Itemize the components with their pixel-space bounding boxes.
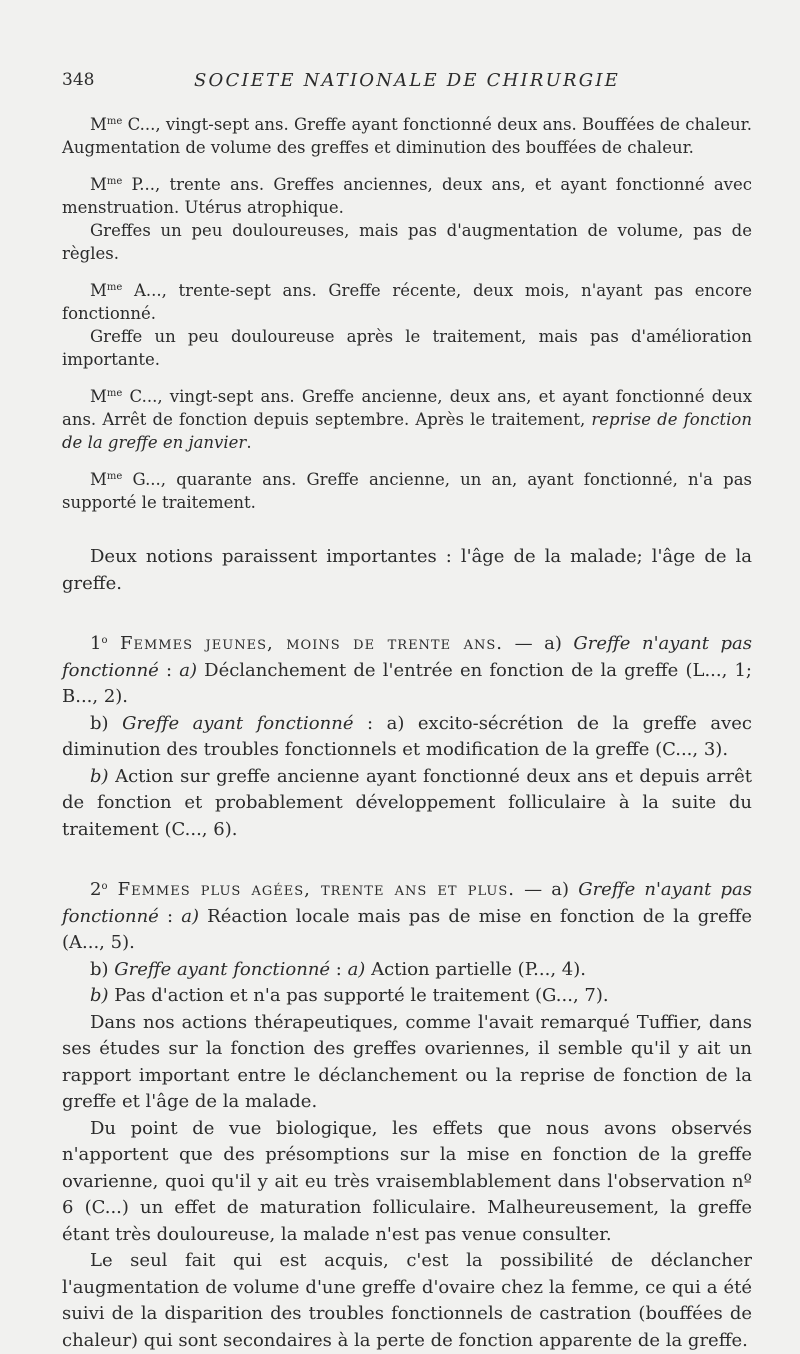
paragraph-biologique: Du point de vue biologique, les effets que nous avons observés n'apportent que des présomptions sur la mise en fonction de la greffe ovarienne, quoi qu'il y ait eu très vraisemblablement dans l'observation nº 6 (C...) un effet de maturation folliculaire. Malheureusement, la greffe étant très douloureuse, la malade n'est pas venue consulter. (62, 1117, 752, 1245)
section-2-b: b) Greffe ayant fonctionné : a) Action partielle (P..., 4). (90, 958, 586, 980)
case-paragraph: $M^{me}$ C..., vingt-sept ans. Greffe ancienne, deux ans, et ayant fonctionné deux ans. Arrêt de fonction depuis septembre. Après le traitement, reprise de fonction de la greffe en janvier. (62, 387, 752, 452)
page-number: 348 (62, 70, 95, 90)
section-2: 2$^o$ Femmes plus agées, trente ans et plus. — a) Greffe n'ayant pas fonctionné : a) Réaction locale mais pas de mise en fonction de la greffe (A..., 5). (62, 879, 753, 953)
case-paragraph: $M^{me}$ A..., trente-sept ans. Greffe récente, deux mois, n'ayant pas encore fonctionné. (62, 281, 752, 323)
paragraph-conclusion: Le seul fait qui est acquis, c'est la possibilité de déclancher l'augmentation de volume d'une greffe d'ovaire chez la femme, ce qui a été suivi de la disparition des troubles fonctionnels de castration (bouffées de chaleur) qui sont secondaires à la perte de fonction apparente de la greffe. (62, 1250, 752, 1351)
case-paragraph: $M^{me}$ C..., vingt-sept ans. Greffe ayant fonctionné deux ans. Bouffées de chaleur. Augmentation de volume des greffes et diminution des bouffées de chaleur. (62, 115, 752, 157)
section-1: 1$^o$ Femmes jeunes, moins de trente ans. — a) Greffe n'ayant pas fonctionné : a) Déclanchement de l'entrée en fonction de la greffe (L..., 1; B..., 2). (62, 633, 753, 707)
notions-paragraph: Deux notions paraissent importantes : l'âge de la malade; l'âge de la greffe. (62, 546, 752, 594)
case-note: Greffes un peu douloureuses, mais pas d'augmentation de volume, pas de règles. (62, 221, 752, 263)
section-1-bb: b) Action sur greffe ancienne ayant fonctionné deux ans et depuis arrêt de fonction et probablement développement folliculaire à la suite du traitement (C..., 6). (62, 765, 752, 840)
case-note: Greffe un peu douloureuse après le traitement, mais pas d'amélioration importante. (62, 327, 752, 369)
case-paragraph: $M^{me}$ G..., quarante ans. Greffe ancienne, un an, ayant fonctionné, n'a pas supporté le traitement. (62, 470, 752, 512)
paragraph-tuffier: Dans nos actions thérapeutiques, comme l'avait remarqué Tuffier, dans ses études sur la fonction des greffes ovariennes, il semble qu'il y ait un rapport important entre le déclanchement ou la reprise de fonction de la greffe et l'âge de la malade. (62, 1011, 752, 1112)
page-body (62, 113, 752, 1354)
case-paragraph: $M^{me}$ P..., trente ans. Greffes anciennes, deux ans, et ayant fonctionné avec menstruation. Utérus atrophique. (62, 175, 752, 217)
section-2-bb: b) Pas d'action et n'a pas supporté le traitement (G..., 7). (90, 985, 609, 1006)
running-title: SOCIETE NATIONALE DE CHIRURGIE (194, 70, 620, 91)
page-header (62, 70, 752, 96)
section-1-b: b) Greffe ayant fonctionné : a) excito-sécrétion de la greffe avec diminution des troubles fonctionnels et modification de la greffe (C..., 3). (62, 712, 752, 760)
